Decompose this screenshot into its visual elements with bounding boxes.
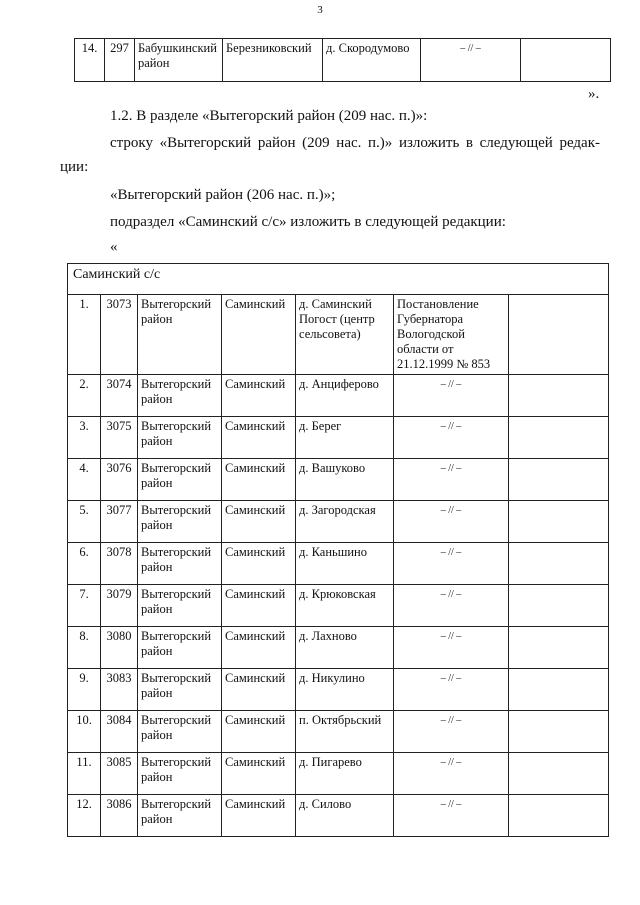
table-row — [68, 627, 609, 669]
row-code: 297 — [105, 39, 135, 82]
row-settlement: д. Загородская — [296, 501, 394, 543]
row-district: Вытегорский район — [138, 417, 222, 459]
settlements-table — [67, 263, 609, 837]
row-selsovet: Саминский — [222, 417, 296, 459]
row-number: 8. — [68, 627, 101, 669]
row-number: 14. — [75, 39, 105, 82]
row-settlement: д. Никулино — [296, 669, 394, 711]
row-extra — [521, 39, 611, 82]
row-settlement: д. Вашуково — [296, 459, 394, 501]
row-settlement: д. Анциферово — [296, 375, 394, 417]
row-number: 7. — [68, 585, 101, 627]
row-selsovet: Саминский — [222, 753, 296, 795]
row-number: 1. — [68, 295, 101, 375]
row-code: 3079 — [101, 585, 138, 627]
row-district: Вытегорский район — [138, 459, 222, 501]
row-selsovet: Саминский — [222, 501, 296, 543]
row-code: 3086 — [101, 795, 138, 837]
table-row — [68, 501, 609, 543]
table-row — [68, 585, 609, 627]
row-district: Вытегорский район — [138, 501, 222, 543]
paragraph-4: подраздел «Саминский с/с» изложить в следующей редакции: — [110, 214, 506, 230]
row-number: 2. — [68, 375, 101, 417]
row-selsovet: Саминский — [222, 669, 296, 711]
row-code: 3084 — [101, 711, 138, 753]
row-district: Бабушкинский район — [135, 39, 223, 82]
table-section-header: Саминский с/с — [68, 264, 609, 295]
row-settlement: д. Саминский Погост (центр сельсовета) — [296, 295, 394, 375]
row-settlement: д. Пигарево — [296, 753, 394, 795]
row-district: Вытегорский район — [138, 585, 222, 627]
row-settlement: д. Силово — [296, 795, 394, 837]
row-settlement: п. Октябрьский — [296, 711, 394, 753]
row-selsovet: Саминский — [222, 459, 296, 501]
row-district: Вытегорский район — [138, 795, 222, 837]
row-extra — [509, 669, 609, 711]
row-document: – // – — [394, 753, 509, 795]
row-extra — [509, 459, 609, 501]
row-district: Вытегорский район — [138, 627, 222, 669]
paragraph-2-continuation: ции: — [60, 159, 89, 175]
row-selsovet: Саминский — [222, 627, 296, 669]
row-extra — [509, 795, 609, 837]
paragraph-2: строку «Вытегорский район (209 нас. п.)» изложить в следующей редак- — [110, 135, 600, 151]
paragraph-3: «Вытегорский район (206 нас. п.)»; — [110, 187, 336, 203]
row-extra — [509, 417, 609, 459]
row-document: – // – — [394, 543, 509, 585]
row-document: – // – — [394, 711, 509, 753]
table-row — [68, 795, 609, 837]
paragraph-5: « — [110, 239, 118, 255]
row-settlement: д. Скородумово — [323, 39, 421, 82]
row-settlement: д. Лахново — [296, 627, 394, 669]
row-district: Вытегорский район — [138, 295, 222, 375]
row-extra — [509, 711, 609, 753]
row-code: 3078 — [101, 543, 138, 585]
table-row — [68, 711, 609, 753]
row-selsovet: Саминский — [222, 543, 296, 585]
row-code: 3080 — [101, 627, 138, 669]
row-document: – // – — [394, 375, 509, 417]
row-code: 3073 — [101, 295, 138, 375]
row-code: 3076 — [101, 459, 138, 501]
table-row — [68, 543, 609, 585]
row-number: 10. — [68, 711, 101, 753]
row-district: Вытегорский район — [138, 753, 222, 795]
row-extra — [509, 501, 609, 543]
row-district: Вытегорский район — [138, 669, 222, 711]
table-row — [68, 417, 609, 459]
row-extra — [509, 295, 609, 375]
row-extra — [509, 375, 609, 417]
table-row — [68, 375, 609, 417]
row-document: – // – — [394, 417, 509, 459]
row-number: 5. — [68, 501, 101, 543]
table-row — [68, 459, 609, 501]
row-number: 9. — [68, 669, 101, 711]
paragraph-1: 1.2. В разделе «Вытегорский район (209 нас. п.)»: — [110, 108, 428, 124]
row-number: 12. — [68, 795, 101, 837]
row-settlement: д. Крюковская — [296, 585, 394, 627]
row-settlement: д. Берег — [296, 417, 394, 459]
row-selsovet: Саминский — [222, 375, 296, 417]
table-row — [68, 669, 609, 711]
row-document: – // – — [394, 627, 509, 669]
row-selsovet: Саминский — [222, 711, 296, 753]
row-number: 4. — [68, 459, 101, 501]
table-row — [68, 295, 609, 375]
row-extra — [509, 753, 609, 795]
table-row — [75, 39, 611, 82]
row-document: – // – — [394, 669, 509, 711]
row-extra — [509, 585, 609, 627]
top-table — [74, 38, 611, 82]
row-number: 6. — [68, 543, 101, 585]
row-document: – // – — [394, 585, 509, 627]
row-selsovet: Саминский — [222, 795, 296, 837]
row-code: 3074 — [101, 375, 138, 417]
row-document: – // – — [394, 501, 509, 543]
row-selsovet: Саминский — [222, 295, 296, 375]
page-number: 3 — [317, 4, 323, 16]
row-selsovet: Березниковский — [223, 39, 323, 82]
row-district: Вытегорский район — [138, 375, 222, 417]
row-code: 3083 — [101, 669, 138, 711]
row-code: 3075 — [101, 417, 138, 459]
row-document: – // – — [421, 39, 521, 82]
row-code: 3085 — [101, 753, 138, 795]
row-code: 3077 — [101, 501, 138, 543]
row-extra — [509, 627, 609, 669]
closing-quote: ». — [588, 86, 600, 102]
table-row — [68, 753, 609, 795]
row-selsovet: Саминский — [222, 585, 296, 627]
row-district: Вытегорский район — [138, 711, 222, 753]
row-document: Постановление Губернатора Вологодской области от 21.12.1999 № 853 — [394, 295, 509, 375]
row-district: Вытегорский район — [138, 543, 222, 585]
row-document: – // – — [394, 459, 509, 501]
row-settlement: д. Каньшино — [296, 543, 394, 585]
row-number: 3. — [68, 417, 101, 459]
row-document: – // – — [394, 795, 509, 837]
row-extra — [509, 543, 609, 585]
row-number: 11. — [68, 753, 101, 795]
